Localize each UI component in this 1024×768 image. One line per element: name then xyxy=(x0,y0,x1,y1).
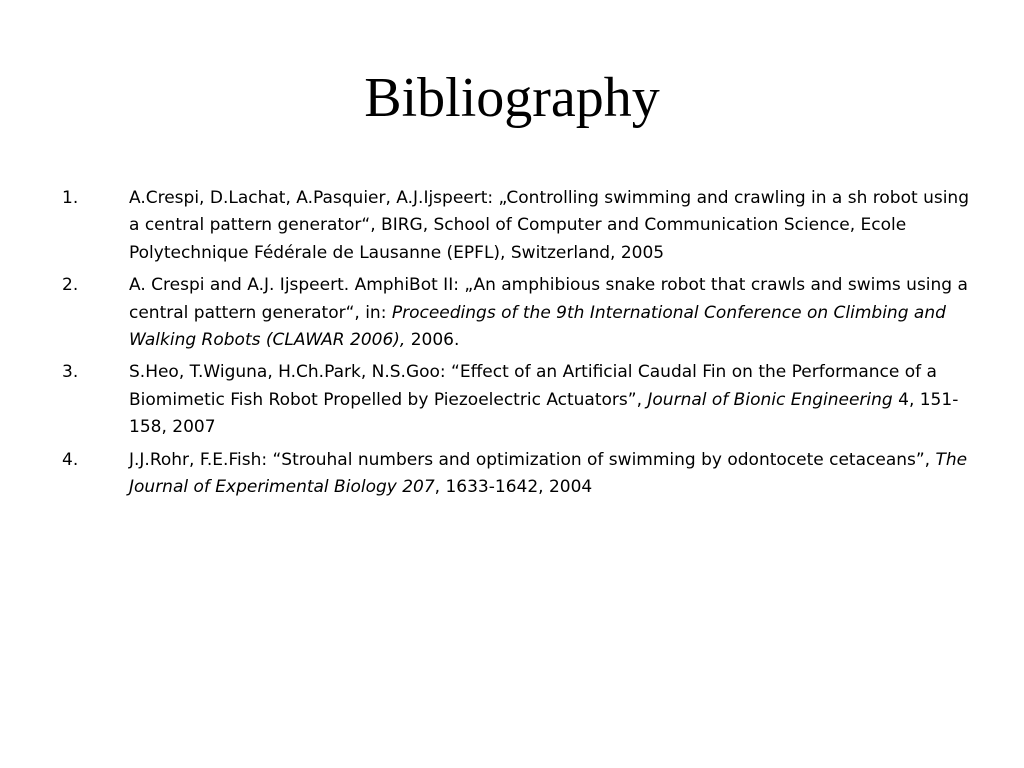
reference-source-italic: The Journal of Experimental Biology 207 xyxy=(129,449,968,498)
reference-item xyxy=(62,272,970,354)
reference-text xyxy=(129,272,970,354)
reference-text-part: 4, 151-158, 2007 xyxy=(129,389,959,438)
reference-item xyxy=(62,447,970,502)
reference-text-part: , 1633-1642, 2004 xyxy=(434,477,593,498)
reference-text-part: 2006. xyxy=(405,330,460,351)
page-title: Bibliography xyxy=(364,67,660,129)
reference-number: 2. xyxy=(62,275,79,296)
reference-text xyxy=(129,185,970,267)
reference-text-part: S.Heo, T.Wiguna, H.Ch.Park, N.S.Goo: “Effect of an Artificial Caudal Fin on the Performance of a Biomimetic Fish Robot Propelled by Piezoelectric Actuators”, xyxy=(129,362,937,410)
reference-item xyxy=(62,185,970,267)
reference-text xyxy=(129,359,970,441)
reference-text xyxy=(129,447,970,502)
reference-number: 3. xyxy=(62,362,79,383)
reference-item xyxy=(62,359,970,441)
reference-text-part: A.Crespi, D.Lachat, A.Pasquier, A.J.Ijspeert: „Controlling swimming and crawling in a sh robot using a central pattern generator“, BIRG, School of Computer and Communication Science, Ecole Polytechnique Fédérale de Lausanne (EPFL), Switzerland, 2005 xyxy=(129,188,969,263)
reference-source-italic: Journal of Bionic Engineering xyxy=(647,389,893,410)
reference-text-part: J.J.Rohr, F.E.Fish: “Strouhal numbers and optimization of swimming by odontocete cetaceans”, xyxy=(129,449,936,470)
reference-list xyxy=(62,185,970,506)
reference-number: 1. xyxy=(62,188,79,208)
reference-source-italic: Proceedings of the 9th International Conference on Climbing and Walking Robots (CLAWAR 2006), xyxy=(129,302,946,351)
reference-number: 4. xyxy=(62,449,79,470)
reference-text-part: A. Crespi and A.J. Ijspeert. AmphiBot II: „An amphibious snake robot that crawls and swims using a central pattern generator“, in: xyxy=(129,275,968,323)
